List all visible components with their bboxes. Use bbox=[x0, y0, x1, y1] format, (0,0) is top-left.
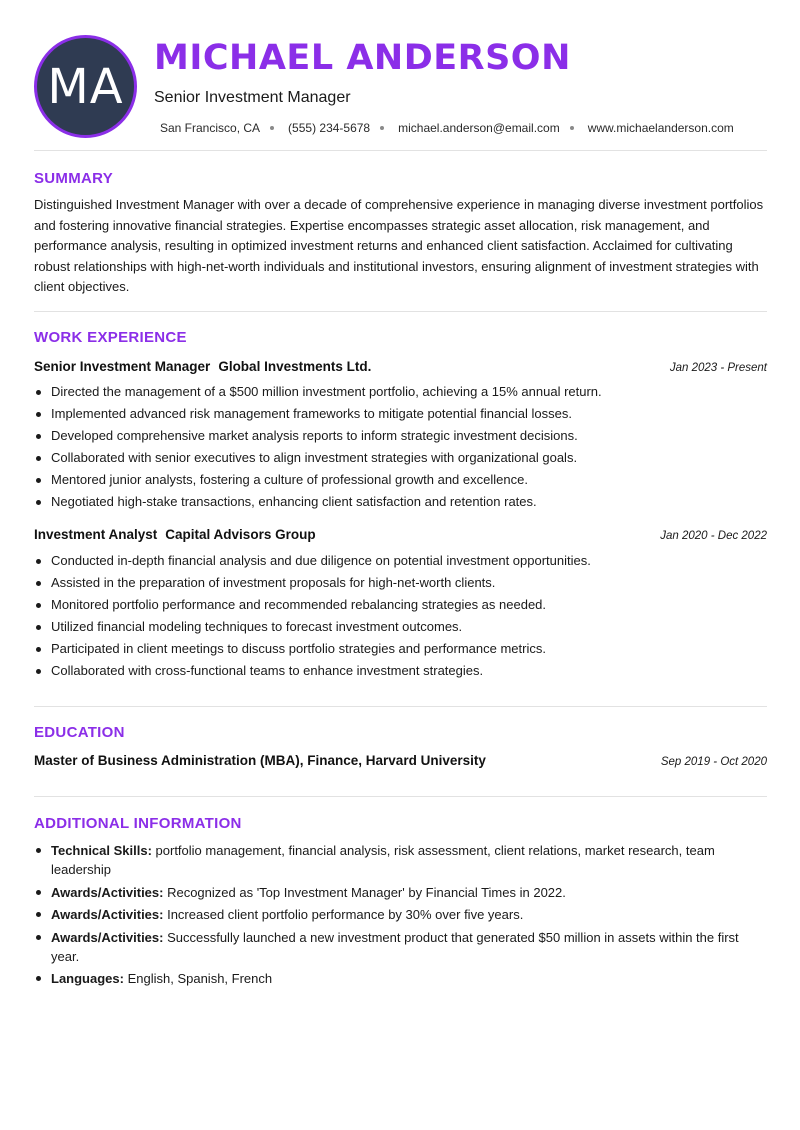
list-item: Directed the management of a $500 million investment portfolio, achieving a 15% annual return. bbox=[51, 381, 767, 403]
list-item: Implemented advanced risk management frameworks to mitigate potential financial losses. bbox=[51, 403, 767, 425]
item-text: portfolio management, financial analysis, risk assessment, client relations, market research, team leadership bbox=[51, 843, 715, 877]
education-degree: Master of Business Administration (MBA), Finance, Harvard University bbox=[34, 753, 486, 768]
avatar bbox=[34, 35, 137, 138]
list-item: Participated in client meetings to discuss portfolio strategies and performance metrics. bbox=[51, 638, 767, 660]
list-item bbox=[51, 905, 767, 924]
contact-email[interactable]: michael.anderson@email.com bbox=[398, 121, 560, 135]
contact-row bbox=[160, 121, 734, 135]
item-label: Technical Skills: bbox=[51, 843, 152, 858]
item-text: Successfully launched a new investment product that generated $50 million in assets within the first year. bbox=[51, 929, 739, 964]
job-role: Senior Investment Manager bbox=[34, 359, 211, 374]
education-entry bbox=[34, 753, 767, 768]
section-divider bbox=[34, 311, 767, 312]
item-text: English, Spanish, French bbox=[123, 971, 273, 986]
item-label: Awards/Activities: bbox=[51, 929, 164, 945]
item-label: Awards/Activities: bbox=[51, 884, 164, 900]
list-item: Utilized financial modeling techniques to forecast investment outcomes. bbox=[51, 616, 767, 638]
list-item: Collaborated with cross-functional teams to enhance investment strategies. bbox=[51, 660, 767, 682]
item-text: Increased client portfolio performance by 30% over five years. bbox=[163, 907, 524, 922]
job-header bbox=[34, 526, 767, 544]
education-heading: EDUCATION bbox=[34, 724, 125, 741]
job-bullets bbox=[51, 550, 767, 682]
summary-heading: SUMMARY bbox=[34, 170, 114, 187]
list-item: Conducted in-depth financial analysis and due diligence on potential investment opportunities. bbox=[51, 550, 767, 572]
candidate-name: MICHAEL ANDERSON bbox=[154, 38, 571, 78]
contact-website[interactable]: www.michaelanderson.com bbox=[587, 121, 734, 135]
job-role: Investment Analyst bbox=[34, 527, 158, 542]
list-item bbox=[51, 841, 767, 879]
job-title-line bbox=[34, 526, 316, 544]
contact-location: San Francisco, CA bbox=[160, 121, 261, 135]
item-label: Languages: bbox=[51, 971, 124, 986]
candidate-title: Senior Investment Manager bbox=[154, 89, 351, 106]
list-item: Monitored portfolio performance and recommended rebalancing strategies as needed. bbox=[51, 594, 767, 616]
additional-list bbox=[51, 841, 767, 992]
job-dates: Jan 2020 - Dec 2022 bbox=[660, 530, 767, 542]
dot-separator-icon bbox=[570, 126, 574, 130]
section-divider bbox=[34, 706, 767, 707]
dot-separator-icon bbox=[380, 126, 384, 130]
item-label: Awards/Activities: bbox=[51, 907, 164, 922]
list-item: Mentored junior analysts, fostering a culture of professional growth and excellence. bbox=[51, 469, 767, 491]
summary-text: Distinguished Investment Manager with over a decade of comprehensive experience in managing diverse investment portfolios and fostering innovative financial strategies. Expertise encompasses strategic asset allocation, risk management, and performance analysis, resulting in optimized investment returns and enhanced client satisfaction. Acclaimed for cultivating robust relationships with high-net-worth individuals and institutional investors, ensuring alignment of investment strategies with client objectives. bbox=[34, 197, 764, 294]
experience-heading: WORK EXPERIENCE bbox=[34, 329, 187, 346]
list-item: Developed comprehensive market analysis reports to inform strategic investment decisions. bbox=[51, 425, 767, 447]
additional-heading: ADDITIONAL INFORMATION bbox=[34, 815, 242, 832]
section-divider bbox=[34, 150, 767, 151]
list-item: Collaborated with senior executives to align investment strategies with organizational goals. bbox=[51, 447, 767, 469]
job-dates: Jan 2023 - Present bbox=[669, 362, 767, 374]
job-company: Global Investments Ltd. bbox=[218, 359, 372, 374]
list-item bbox=[51, 928, 767, 966]
education-dates: Sep 2019 - Oct 2020 bbox=[660, 756, 767, 768]
job-company: Capital Advisors Group bbox=[165, 527, 316, 542]
list-item: Negotiated high-stake transactions, enhancing client satisfaction and retention rates. bbox=[51, 491, 767, 513]
dot-separator-icon bbox=[270, 126, 274, 130]
job-title-line bbox=[34, 358, 371, 376]
section-divider bbox=[34, 796, 767, 797]
list-item bbox=[51, 969, 767, 988]
item-text: Recognized as 'Top Investment Manager' by Financial Times in 2022. bbox=[163, 884, 566, 900]
list-item: Assisted in the preparation of investment proposals for high-net-worth clients. bbox=[51, 572, 767, 594]
contact-phone: (555) 234-5678 bbox=[288, 121, 371, 135]
job-header bbox=[34, 358, 767, 376]
list-item bbox=[51, 883, 767, 902]
avatar-initials: MA bbox=[47, 58, 124, 115]
job-bullets bbox=[51, 381, 767, 513]
